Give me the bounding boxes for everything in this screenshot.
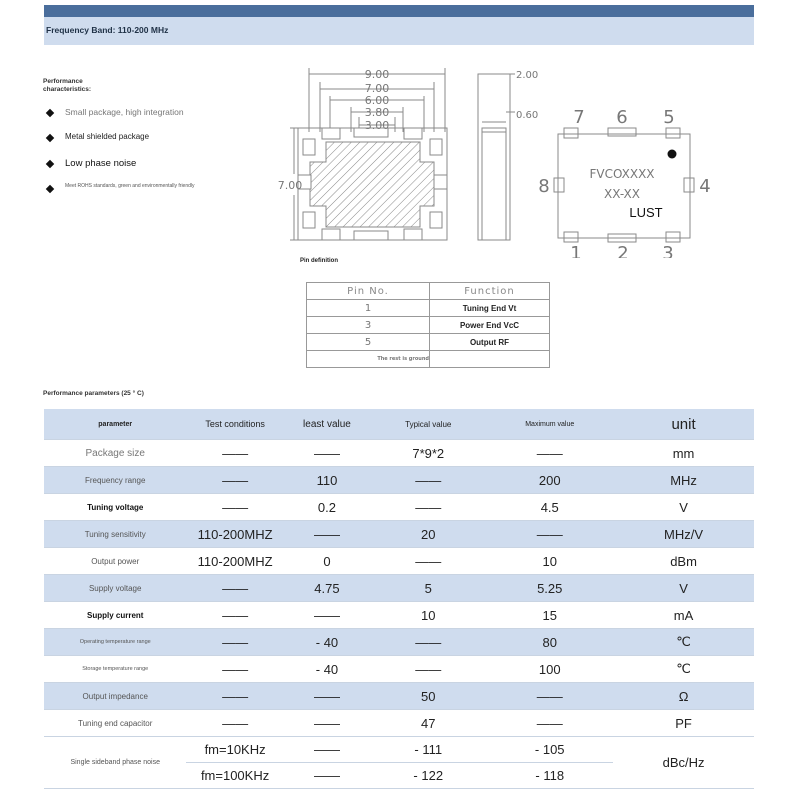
cell-unit: MHz/V xyxy=(613,521,754,548)
frequency-band-banner xyxy=(44,17,754,45)
cell-cond: —— xyxy=(186,710,283,737)
cell-max: 200 xyxy=(486,467,613,494)
table-row: fm=100KHz —— - 122 - 118 xyxy=(44,763,754,789)
cell-min: —— xyxy=(284,602,370,629)
cell-typ: —— xyxy=(370,656,486,683)
cell-max: 80 xyxy=(486,629,613,656)
cell-max: 4.5 xyxy=(486,494,613,521)
cell-min: —— xyxy=(284,521,370,548)
cell-name: Supply current xyxy=(44,602,186,629)
cell-typ: —— xyxy=(370,494,486,521)
chip-marking-line2: XX-XX xyxy=(603,187,641,201)
pin-definition-title: Pin definition xyxy=(300,258,338,264)
pin-definition-table xyxy=(306,282,550,368)
table-row xyxy=(44,494,754,521)
cell-name: Tuning voltage xyxy=(44,494,186,521)
cell-cond: 110-200MHZ xyxy=(186,548,283,575)
cell-name: Tuning end capacitor xyxy=(44,710,186,737)
cell-min: 110 xyxy=(284,467,370,494)
dim-6-00: 6.00 xyxy=(364,94,390,107)
dim-side-0-60: 0.60 xyxy=(516,110,539,121)
cell-cond: —— xyxy=(186,629,283,656)
phase-noise-unit: dBc/Hz xyxy=(613,737,754,789)
table-row xyxy=(44,656,754,683)
dim-9-00: 9.00 xyxy=(364,68,390,81)
pin-label-1: 1 xyxy=(570,243,582,258)
dim-7-00: 7.00 xyxy=(364,82,390,95)
pin1-marker-dot-icon xyxy=(668,150,677,159)
cell-unit: Ω xyxy=(613,683,754,710)
dim-left-7-00: 7.00 xyxy=(277,179,303,192)
cell-cond: —— xyxy=(186,440,283,467)
bullet-diamond-icon xyxy=(46,134,54,142)
cell-unit: V xyxy=(613,575,754,602)
cell-name: Operating temperature range xyxy=(44,629,186,656)
table-row: 5 Output RF xyxy=(307,334,550,351)
cell-cond: —— xyxy=(186,575,283,602)
cell-max: 10 xyxy=(486,548,613,575)
cell-min: —— xyxy=(284,683,370,710)
frequency-band-label: Frequency Band: 110-200 MHz xyxy=(46,25,169,35)
cell-max: —— xyxy=(486,683,613,710)
cell-typ: —— xyxy=(370,629,486,656)
cell-max: —— xyxy=(486,440,613,467)
table-row xyxy=(44,548,754,575)
table-row xyxy=(44,683,754,710)
cell-max: 5.25 xyxy=(486,575,613,602)
function-header: Function xyxy=(430,283,550,300)
performance-characteristics-title: Performance characteristics: xyxy=(43,78,92,93)
cell-typ: 10 xyxy=(370,602,486,629)
cell-unit: MHz xyxy=(613,467,754,494)
cell-cond: 110-200MHZ xyxy=(186,521,283,548)
cell-unit: PF xyxy=(613,710,754,737)
bullet-diamond-icon xyxy=(46,185,54,193)
table-row xyxy=(44,521,754,548)
cell-max: 100 xyxy=(486,656,613,683)
cell-min: 0 xyxy=(284,548,370,575)
cell-typ: 5 xyxy=(370,575,486,602)
cell-typ: 50 xyxy=(370,683,486,710)
pin-label-4: 4 xyxy=(699,176,711,197)
table-row: 1 Tuning End Vt xyxy=(307,300,550,317)
pin-label-2: 2 xyxy=(617,243,629,258)
table-row: 3 Power End VcC xyxy=(307,317,550,334)
cell-min: 4.75 xyxy=(284,575,370,602)
pin-label-8: 8 xyxy=(538,176,550,197)
cell-typ: 47 xyxy=(370,710,486,737)
table-header-row: parameter Test conditions least value Typical value Maximum value unit xyxy=(44,409,754,440)
table-row xyxy=(44,440,754,467)
chip-marking-line1: FVCOXXXX xyxy=(589,167,655,181)
package-mechanical-drawing xyxy=(270,62,730,258)
chip-marking-line3: LUST xyxy=(629,205,663,220)
cell-cond: —— xyxy=(186,467,283,494)
table-row xyxy=(44,467,754,494)
cell-name: Output power xyxy=(44,548,186,575)
bullet-diamond-icon xyxy=(46,160,54,168)
cell-name: Supply voltage xyxy=(44,575,186,602)
cell-unit: V xyxy=(613,494,754,521)
cell-unit: ℃ xyxy=(613,629,754,656)
cell-min: —— xyxy=(284,710,370,737)
table-row xyxy=(307,351,550,368)
phase-noise-label: Single sideband phase noise xyxy=(44,737,186,789)
pin-label-3: 3 xyxy=(662,243,674,258)
top-accent-bar xyxy=(44,5,754,17)
bullet-diamond-icon xyxy=(46,109,54,117)
cell-typ: —— xyxy=(370,467,486,494)
cell-unit: ℃ xyxy=(613,656,754,683)
cell-min: —— xyxy=(284,440,370,467)
cell-name: Tuning sensitivity xyxy=(44,521,186,548)
cell-cond: —— xyxy=(186,656,283,683)
cell-max: 15 xyxy=(486,602,613,629)
cell-name: Storage temperature range xyxy=(44,656,186,683)
cell-min: - 40 xyxy=(284,629,370,656)
cell-unit: mm xyxy=(613,440,754,467)
cell-max: —— xyxy=(486,521,613,548)
cell-typ: —— xyxy=(370,548,486,575)
ground-note: The rest is ground xyxy=(307,351,430,368)
dim-side-2-00: 2.00 xyxy=(516,70,539,81)
dim-3-80: 3.80 xyxy=(364,106,390,119)
table-row xyxy=(44,575,754,602)
cell-unit: dBm xyxy=(613,548,754,575)
performance-parameters-title: Performance parameters (25 ° C) xyxy=(43,390,144,397)
cell-min: - 40 xyxy=(284,656,370,683)
cell-min: 0.2 xyxy=(284,494,370,521)
cell-name: Output impedance xyxy=(44,683,186,710)
cell-name: Frequency range xyxy=(44,467,186,494)
cell-unit: mA xyxy=(613,602,754,629)
table-row xyxy=(44,629,754,656)
table-row: Single sideband phase noise fm=10KHz —— - 111 - 105 dBc/Hz xyxy=(44,737,754,763)
cell-max: —— xyxy=(486,710,613,737)
table-row xyxy=(44,602,754,629)
cell-typ: 7*9*2 xyxy=(370,440,486,467)
cell-typ: 20 xyxy=(370,521,486,548)
pin-label-5: 5 xyxy=(663,107,675,128)
dim-3-00: 3.00 xyxy=(364,119,390,132)
pin-no-header: Pin No. xyxy=(307,283,430,300)
cell-cond: —— xyxy=(186,683,283,710)
performance-parameters-table xyxy=(44,409,754,789)
pin-label-6: 6 xyxy=(616,107,628,128)
cell-name: Package size xyxy=(44,440,186,467)
cell-cond: —— xyxy=(186,494,283,521)
table-row xyxy=(44,710,754,737)
cell-cond: —— xyxy=(186,602,283,629)
pin-label-7: 7 xyxy=(573,107,585,128)
